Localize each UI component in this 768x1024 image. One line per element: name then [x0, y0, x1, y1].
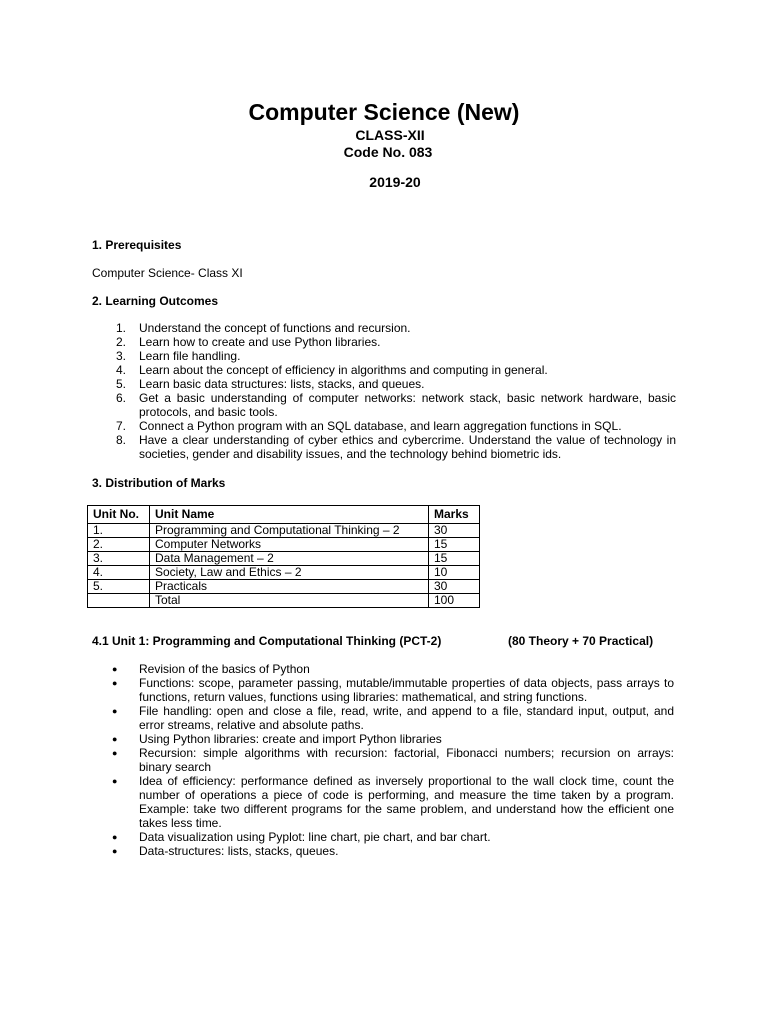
bullet-icon: ●	[112, 846, 118, 856]
table-cell: Society, Law and Ethics – 2	[150, 566, 429, 580]
table-cell: 3.	[88, 552, 150, 566]
list-number: 3.	[116, 349, 127, 363]
table-cell: Practicals	[150, 580, 429, 594]
column-header-unit-no: Unit No.	[88, 506, 150, 524]
list-text: Data-structures: lists, stacks, queues.	[139, 844, 339, 858]
list-number: 1.	[116, 321, 127, 335]
table-row	[88, 538, 480, 552]
list-item	[116, 321, 676, 335]
bullet-icon: ●	[112, 734, 118, 744]
list-text: Functions: scope, parameter passing, mutable/immutable properties of data objects, pass arrays to functions, return values, functions using libraries: mathematical, and string functions.	[139, 676, 674, 704]
marks-distribution-table	[87, 505, 480, 608]
list-item	[112, 662, 674, 676]
list-item	[112, 704, 674, 732]
unit1-topics-list	[112, 662, 674, 858]
table-cell	[88, 594, 150, 608]
list-item	[116, 363, 676, 377]
list-text: Connect a Python program with an SQL database, and learn aggregation functions in SQL.	[139, 419, 622, 433]
list-item	[116, 377, 676, 391]
list-text: Learn how to create and use Python libraries.	[139, 335, 381, 349]
list-item	[116, 419, 676, 433]
table-cell: 30	[429, 524, 480, 538]
unit1-heading	[92, 634, 654, 648]
list-text: Understand the concept of functions and recursion.	[139, 321, 411, 335]
list-text: Learn file handling.	[139, 349, 241, 363]
list-item	[116, 349, 676, 363]
bullet-icon: ●	[112, 664, 118, 674]
list-text: Idea of efficiency: performance defined as inversely proportional to the wall clock time, count the number of operations a piece of code is performing, and measure the time taken by a program. Example: take two different programs for the same problem, and understand how the efficient one takes less time.	[139, 774, 674, 830]
list-item	[112, 746, 674, 774]
bullet-icon: ●	[112, 748, 118, 758]
list-item	[112, 844, 674, 858]
list-text: Get a basic understanding of computer networks: network stack, basic network hardware, basic protocols, and basic tools.	[139, 391, 676, 419]
list-text: Data visualization using Pyplot: line chart, pie chart, and bar chart.	[139, 830, 491, 844]
table-cell: 5.	[88, 580, 150, 594]
list-number: 6.	[116, 391, 127, 405]
code-label: Code No. 083	[343, 144, 433, 160]
list-number: 4.	[116, 363, 127, 377]
learning-outcomes-list	[116, 321, 676, 461]
bullet-icon: ●	[112, 706, 118, 716]
bullet-icon: ●	[112, 832, 118, 842]
table-cell: Total	[150, 594, 429, 608]
list-text: File handling: open and close a file, read, write, and append to a file, standard input, output, and error streams, relative and absolute paths.	[139, 704, 674, 732]
table-cell: 15	[429, 552, 480, 566]
bullet-icon: ●	[112, 678, 118, 688]
academic-year: 2019-20	[369, 174, 421, 190]
list-number: 8.	[116, 433, 127, 447]
list-text: Using Python libraries: create and import Python libraries	[139, 732, 442, 746]
list-item	[116, 391, 676, 419]
table-header-row	[88, 506, 480, 524]
table-cell: 15	[429, 538, 480, 552]
table-cell: 30	[429, 580, 480, 594]
column-header-marks: Marks	[429, 506, 480, 524]
list-item	[116, 335, 676, 349]
list-item	[112, 732, 674, 746]
table-row	[88, 580, 480, 594]
table-row	[88, 566, 480, 580]
list-number: 5.	[116, 377, 127, 391]
list-text: Learn basic data structures: lists, stacks, and queues.	[139, 377, 425, 391]
list-number: 7.	[116, 419, 127, 433]
list-item	[112, 774, 674, 830]
list-text: Recursion: simple algorithms with recursion: factorial, Fibonacci numbers; recursion on arrays: binary search	[139, 746, 674, 774]
learning-outcomes-heading: 2. Learning Outcomes	[92, 294, 219, 308]
unit1-hours: (80 Theory + 70 Practical)	[508, 634, 654, 648]
list-text: Have a clear understanding of cyber ethics and cybercrime. Understand the value of technology in societies, gender and disability issues, and the technology behind biometric ids.	[139, 433, 676, 461]
table-row	[88, 524, 480, 538]
list-number: 2.	[116, 335, 127, 349]
list-text: Revision of the basics of Python	[139, 662, 310, 676]
distribution-heading: 3. Distribution of Marks	[92, 476, 226, 490]
bullet-icon: ●	[112, 776, 118, 786]
list-item	[112, 830, 674, 844]
table-row	[88, 552, 480, 566]
list-item	[116, 433, 676, 461]
table-cell: 100	[429, 594, 480, 608]
unit1-title: 4.1 Unit 1: Programming and Computational Thinking (PCT-2)	[92, 634, 442, 648]
table-row-total	[88, 594, 480, 608]
prerequisites-text: Computer Science- Class XI	[92, 266, 243, 280]
prerequisites-heading: 1. Prerequisites	[92, 238, 182, 252]
list-text: Learn about the concept of efficiency in algorithms and computing in general.	[139, 363, 548, 377]
table-cell: Programming and Computational Thinking – 2	[150, 524, 429, 538]
table-cell: 2.	[88, 538, 150, 552]
document-title: Computer Science (New)	[248, 99, 520, 125]
table-cell: 4.	[88, 566, 150, 580]
list-item	[112, 676, 674, 704]
table-cell: Data Management – 2	[150, 552, 429, 566]
table-cell: 1.	[88, 524, 150, 538]
class-label: CLASS-XII	[355, 127, 425, 143]
table-cell: Computer Networks	[150, 538, 429, 552]
column-header-unit-name: Unit Name	[150, 506, 429, 524]
table-cell: 10	[429, 566, 480, 580]
